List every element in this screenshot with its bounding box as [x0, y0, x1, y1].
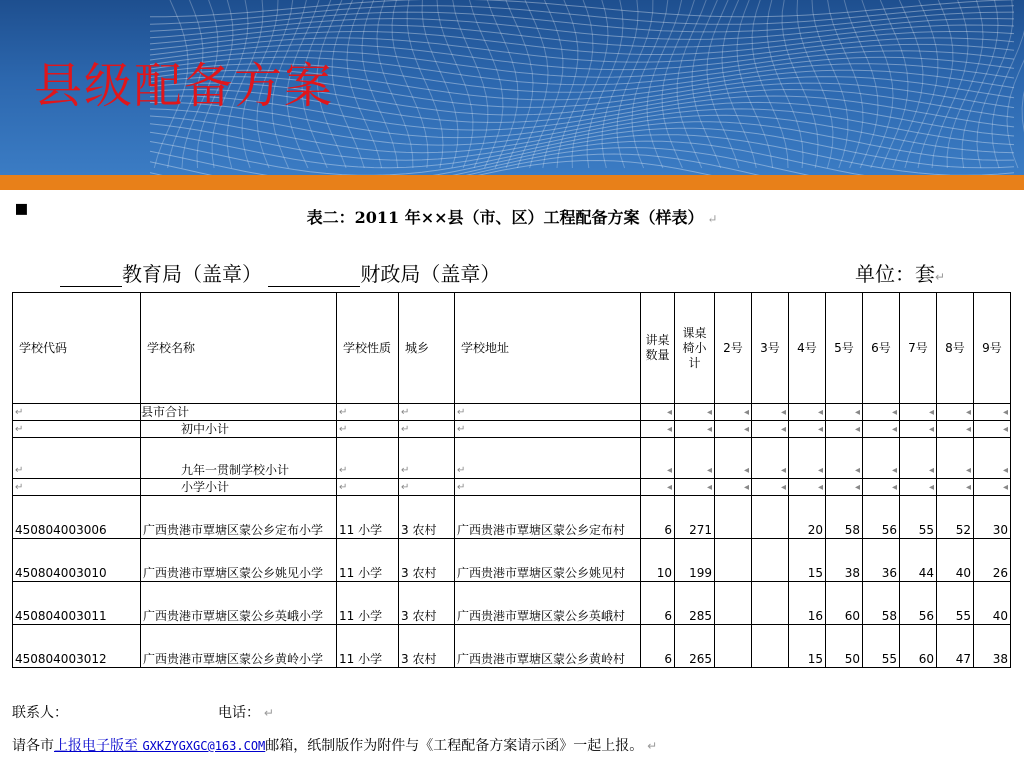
size-count-cell: [715, 496, 752, 539]
phone-label: 电话：: [218, 705, 260, 721]
empty-cell: ↵: [399, 438, 455, 479]
school-name-cell: 广西贵港市覃塘区蒙公乡定布小学: [141, 496, 337, 539]
desk-subtotal-cell: 285: [675, 582, 715, 625]
school-code-cell: 450804003006: [13, 496, 141, 539]
empty-cell: ↵: [337, 421, 399, 438]
school-nature-cell: 11 小学: [337, 582, 399, 625]
summary-name-cell: 九年一贯制学校小计: [141, 438, 337, 479]
code-cell: ↵: [13, 438, 141, 479]
school-nature-cell: 11 小学: [337, 539, 399, 582]
header-school-name: 学校名称: [141, 293, 337, 404]
table-row: [13, 582, 1011, 625]
accent-bar: [0, 175, 1024, 190]
empty-number-cell: ◂: [715, 404, 752, 421]
empty-cell: ↵: [399, 421, 455, 438]
code-cell: ↵: [13, 479, 141, 496]
empty-number-cell: ◂: [752, 404, 789, 421]
size-count-cell: 20: [789, 496, 826, 539]
empty-number-cell: ◂: [675, 479, 715, 496]
education-bureau-seal: 教育局（盖章）: [122, 262, 262, 286]
empty-number-cell: ◂: [789, 479, 826, 496]
paragraph-mark-icon: ↵: [703, 212, 718, 226]
empty-cell: ↵: [337, 479, 399, 496]
size-count-cell: 38: [826, 539, 863, 582]
empty-number-cell: ◂: [715, 438, 752, 479]
size-count-cell: [715, 539, 752, 582]
size-count-cell: [752, 539, 789, 582]
contact-label: 联系人：: [12, 705, 68, 721]
empty-number-cell: ◂: [826, 404, 863, 421]
note-suffix: 邮箱，纸制版作为附件与《工程配备方案请示函》一起上报。: [265, 738, 644, 754]
empty-number-cell: ◂: [641, 404, 675, 421]
school-nature-cell: 11 小学: [337, 496, 399, 539]
empty-number-cell: ◂: [789, 421, 826, 438]
paragraph-mark-icon: ↵: [643, 739, 658, 753]
empty-number-cell: ◂: [863, 404, 900, 421]
empty-number-cell: ◂: [863, 479, 900, 496]
school-nature-cell: 11 小学: [337, 625, 399, 668]
empty-number-cell: ◂: [752, 421, 789, 438]
podium-count-cell: 6: [641, 496, 675, 539]
banner-title: 县级配备方案: [34, 58, 335, 114]
region-cell: 3 农村: [399, 539, 455, 582]
summary-name-cell: 县市合计: [141, 404, 337, 421]
size-count-cell: 15: [789, 539, 826, 582]
table-row: [13, 496, 1011, 539]
summary-rows: [13, 404, 1011, 496]
summary-row: [13, 404, 1011, 421]
header-school-code: 学校代码: [13, 293, 141, 404]
size-count-cell: 55: [863, 625, 900, 668]
school-name-cell: 广西贵港市覃塘区蒙公乡英峨小学: [141, 582, 337, 625]
empty-cell: ↵: [455, 404, 641, 421]
size-count-cell: [752, 582, 789, 625]
header-size-5: 5号: [826, 293, 863, 404]
empty-number-cell: ◂: [752, 438, 789, 479]
header-size-4: 4号: [789, 293, 826, 404]
empty-number-cell: ◂: [863, 438, 900, 479]
header-size-8: 8号: [937, 293, 974, 404]
code-cell: ↵: [13, 421, 141, 438]
region-cell: 3 农村: [399, 496, 455, 539]
school-code-cell: 450804003011: [13, 582, 141, 625]
header-size-3: 3号: [752, 293, 789, 404]
header-banner: [0, 0, 1024, 175]
empty-number-cell: ◂: [715, 421, 752, 438]
podium-count-cell: 10: [641, 539, 675, 582]
size-count-cell: 30: [974, 496, 1011, 539]
empty-number-cell: ◂: [900, 404, 937, 421]
header-region: 城乡: [399, 293, 455, 404]
size-count-cell: [715, 625, 752, 668]
size-count-cell: 47: [937, 625, 974, 668]
header-school-nature: 学校性质: [337, 293, 399, 404]
empty-number-cell: ◂: [826, 438, 863, 479]
desk-subtotal-cell: 199: [675, 539, 715, 582]
empty-number-cell: ◂: [752, 479, 789, 496]
note-prefix: 请各市: [12, 738, 54, 754]
empty-cell: ↵: [455, 438, 641, 479]
table-header-row: [13, 293, 1011, 404]
empty-cell: ↵: [455, 479, 641, 496]
summary-row: [13, 479, 1011, 496]
table-row: [13, 625, 1011, 668]
school-name-cell: 广西贵港市覃塘区蒙公乡黄岭小学: [141, 625, 337, 668]
empty-number-cell: ◂: [937, 404, 974, 421]
size-count-cell: 44: [900, 539, 937, 582]
summary-row: [13, 438, 1011, 479]
empty-number-cell: ◂: [641, 438, 675, 479]
header-podium-count: 讲桌数量: [641, 293, 675, 404]
school-code-cell: 450804003012: [13, 625, 141, 668]
empty-number-cell: ◂: [675, 438, 715, 479]
size-count-cell: 40: [974, 582, 1011, 625]
empty-number-cell: ◂: [789, 404, 826, 421]
address-cell: 广西贵港市覃塘区蒙公乡黄岭村: [455, 625, 641, 668]
empty-number-cell: ◂: [937, 438, 974, 479]
size-count-cell: 52: [937, 496, 974, 539]
empty-cell: ↵: [399, 479, 455, 496]
empty-number-cell: ◂: [826, 421, 863, 438]
summary-name-cell: 小学小计: [141, 479, 337, 496]
header-address: 学校地址: [455, 293, 641, 404]
empty-number-cell: ◂: [715, 479, 752, 496]
address-cell: 广西贵港市覃塘区蒙公乡英峨村: [455, 582, 641, 625]
empty-cell: ↵: [337, 438, 399, 479]
empty-number-cell: ◂: [863, 421, 900, 438]
podium-count-cell: 6: [641, 582, 675, 625]
school-rows: [13, 496, 1011, 668]
paragraph-mark-icon: ↵: [260, 706, 274, 720]
finance-bureau-seal: 财政局（盖章）: [360, 262, 501, 286]
size-count-cell: 56: [863, 496, 900, 539]
desk-subtotal-cell: 265: [675, 625, 715, 668]
empty-number-cell: ◂: [974, 404, 1011, 421]
header-size-6: 6号: [863, 293, 900, 404]
podium-count-cell: 6: [641, 625, 675, 668]
empty-number-cell: ◂: [974, 479, 1011, 496]
blank-line: [60, 266, 122, 287]
empty-number-cell: ◂: [900, 479, 937, 496]
empty-number-cell: ◂: [826, 479, 863, 496]
empty-number-cell: ◂: [900, 438, 937, 479]
size-count-cell: 38: [974, 625, 1011, 668]
empty-number-cell: ◂: [789, 438, 826, 479]
empty-number-cell: ◂: [900, 421, 937, 438]
empty-number-cell: ◂: [675, 404, 715, 421]
size-count-cell: 58: [863, 582, 900, 625]
size-count-cell: 16: [789, 582, 826, 625]
header-desk-subtotal: 课桌椅小计: [675, 293, 715, 404]
size-count-cell: 60: [826, 582, 863, 625]
size-count-cell: 15: [789, 625, 826, 668]
header-size-2: 2号: [715, 293, 752, 404]
blank-line: [268, 266, 360, 287]
address-cell: 广西贵港市覃塘区蒙公乡定布村: [455, 496, 641, 539]
empty-number-cell: ◂: [974, 421, 1011, 438]
code-cell: ↵: [13, 404, 141, 421]
size-count-cell: [715, 582, 752, 625]
size-count-cell: 40: [937, 539, 974, 582]
header-size-9: 9号: [974, 293, 1011, 404]
empty-number-cell: ◂: [937, 479, 974, 496]
region-cell: 3 农村: [399, 625, 455, 668]
desk-subtotal-cell: 271: [675, 496, 715, 539]
table-row: [13, 539, 1011, 582]
size-count-cell: [752, 496, 789, 539]
size-count-cell: 56: [900, 582, 937, 625]
school-code-cell: 450804003010: [13, 539, 141, 582]
email-link[interactable]: GXKZYGXGC@163.COM: [142, 739, 266, 753]
report-link[interactable]: 上报电子版至: [54, 738, 138, 754]
empty-number-cell: ◂: [641, 479, 675, 496]
empty-cell: ↵: [399, 404, 455, 421]
empty-number-cell: ◂: [937, 421, 974, 438]
size-count-cell: 55: [900, 496, 937, 539]
size-count-cell: [752, 625, 789, 668]
unit-label: 单位：套: [855, 262, 935, 286]
summary-name-cell: 初中小计: [141, 421, 337, 438]
empty-number-cell: ◂: [974, 438, 1011, 479]
size-count-cell: 50: [826, 625, 863, 668]
size-count-cell: 58: [826, 496, 863, 539]
school-name-cell: 广西贵港市覃塘区蒙公乡姚见小学: [141, 539, 337, 582]
region-cell: 3 农村: [399, 582, 455, 625]
equipment-table: [12, 292, 1011, 668]
size-count-cell: 60: [900, 625, 937, 668]
address-cell: 广西贵港市覃塘区蒙公乡姚见村: [455, 539, 641, 582]
bullet-icon: ▪: [14, 196, 29, 221]
header-size-7: 7号: [900, 293, 937, 404]
seal-line: [60, 258, 500, 287]
size-count-cell: 26: [974, 539, 1011, 582]
empty-cell: ↵: [455, 421, 641, 438]
empty-cell: ↵: [337, 404, 399, 421]
paragraph-mark-icon: ↵: [935, 270, 946, 284]
size-count-cell: 36: [863, 539, 900, 582]
size-count-cell: 55: [937, 582, 974, 625]
document-title: 表二：2011 年××县（市、区）工程配备方案（样表）: [306, 208, 704, 227]
empty-number-cell: ◂: [675, 421, 715, 438]
empty-number-cell: ◂: [641, 421, 675, 438]
summary-row: [13, 421, 1011, 438]
